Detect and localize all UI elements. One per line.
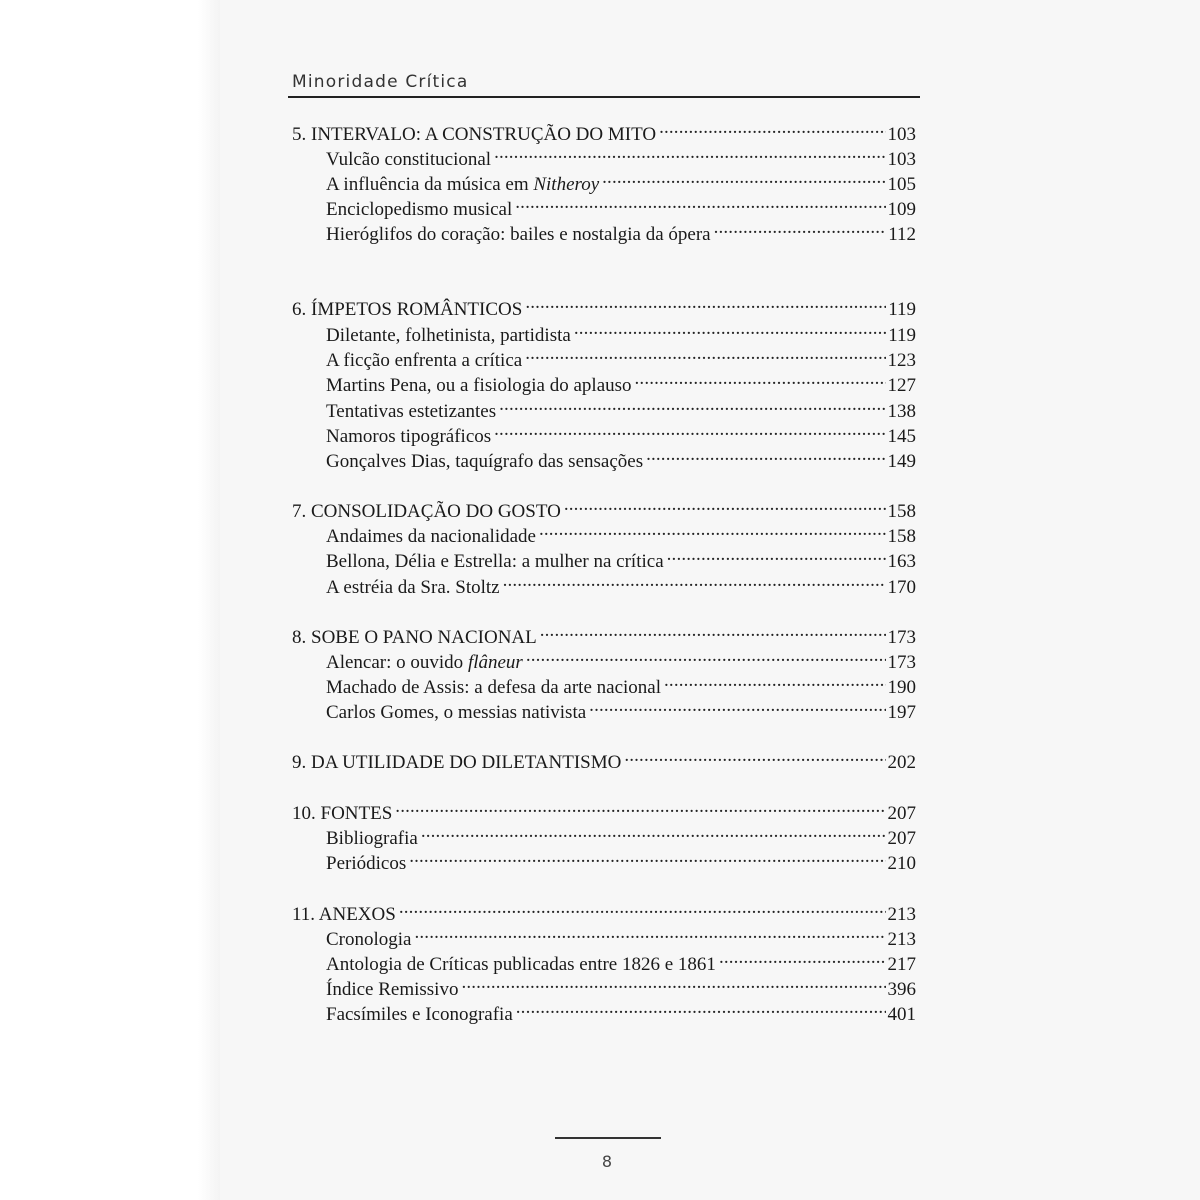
toc-section[interactable]	[326, 694, 916, 725]
toc-section[interactable]	[326, 443, 916, 474]
toc-entry-title: Antologia de Críticas publicadas entre 1826 e 1861	[326, 954, 716, 975]
toc-page-number: 210	[887, 853, 916, 874]
dot-leader	[461, 971, 885, 995]
footer-rule	[555, 1137, 661, 1139]
toc-page-number: 119	[888, 325, 916, 346]
dot-leader	[395, 795, 885, 819]
toc-page-number: 170	[887, 577, 916, 598]
toc-page-number: 190	[887, 677, 916, 698]
toc-page-number: 197	[887, 702, 916, 723]
dot-leader	[667, 543, 886, 567]
toc-page-number: 207	[887, 828, 916, 849]
toc-section[interactable]	[326, 569, 916, 600]
toc-page-number: 158	[887, 501, 916, 522]
toc-entry-title: Tentativas estetizantes	[326, 401, 497, 422]
toc-page-number: 213	[887, 904, 916, 925]
toc-page-number: 103	[887, 124, 916, 145]
dot-leader	[659, 116, 885, 140]
toc-section[interactable]	[326, 216, 916, 247]
dot-leader	[719, 946, 886, 970]
toc-entry-italic: Nitheroy	[533, 174, 600, 195]
dot-leader	[494, 141, 885, 165]
toc-page-number: 401	[887, 1004, 916, 1025]
toc-chapter-9[interactable]	[292, 744, 916, 775]
dot-leader	[540, 619, 886, 643]
dot-leader	[526, 644, 886, 668]
toc-page-number: 119	[888, 299, 916, 320]
page-margin	[0, 0, 220, 1200]
dot-leader	[503, 569, 886, 593]
dot-leader	[564, 493, 886, 517]
toc-page-number: 202	[887, 752, 916, 773]
dot-leader	[515, 191, 885, 215]
toc-entry-title: 7. CONSOLIDAÇÃO DO GOSTO	[292, 501, 561, 522]
toc-page-number: 149	[887, 451, 916, 472]
toc-page-number: 138	[887, 401, 916, 422]
dot-leader	[635, 367, 886, 391]
toc-entry-title: Enciclopedismo musical	[326, 199, 513, 220]
toc-entry-title: 10. FONTES	[292, 803, 393, 824]
toc-entry-title: 8. SOBE O PANO NACIONAL	[292, 627, 537, 648]
toc-page-number: 173	[887, 627, 916, 648]
dot-leader	[589, 694, 885, 718]
toc-page-number: 145	[887, 426, 916, 447]
toc-page-number: 103	[887, 149, 916, 170]
toc-entry-title: Vulcão constitucional	[326, 149, 492, 170]
toc-entry-title: A ficção enfrenta a crítica	[326, 350, 523, 371]
toc-entry-title: 11. ANEXOS	[292, 904, 396, 925]
toc-entry-title: Facsímiles e Iconografia	[326, 1004, 513, 1025]
toc-entry-title: Índice Remissivo	[326, 979, 459, 1000]
toc-entry-title: A estréia da Sra. Stoltz	[326, 577, 500, 598]
toc-entry-title: Cronologia	[326, 929, 412, 950]
toc-entry-title: Bibliografia	[326, 828, 418, 849]
toc-entry-title: 9. DA UTILIDADE DO DILETANTISMO	[292, 752, 622, 773]
dot-leader	[421, 820, 886, 844]
dot-leader	[409, 845, 885, 869]
page-number: 8	[601, 1152, 613, 1171]
dot-leader	[539, 518, 886, 542]
dot-leader	[494, 418, 885, 442]
toc-page-number: 217	[887, 954, 916, 975]
toc-page-number: 163	[887, 551, 916, 572]
dot-leader	[602, 166, 885, 190]
toc-entry-title: Martins Pena, ou a fisiologia do aplauso	[326, 375, 632, 396]
dot-leader	[525, 291, 886, 315]
toc-section[interactable]	[326, 996, 916, 1027]
toc-entry-title: Diletante, folhetinista, partidista	[326, 325, 571, 346]
dot-leader	[525, 342, 885, 366]
toc-page-number: 207	[887, 803, 916, 824]
toc-page-number: 213	[887, 929, 916, 950]
dot-leader	[624, 744, 885, 768]
toc-page-number: 127	[887, 375, 916, 396]
toc-page-number: 105	[887, 174, 916, 195]
toc-entry-italic: flâneur	[467, 652, 523, 673]
dot-leader	[664, 669, 885, 693]
toc-entry-title: 5. INTERVALO: A CONSTRUÇÃO DO MITO	[292, 124, 657, 145]
toc-entry-title: Gonçalves Dias, taquígrafo das sensações	[326, 451, 644, 472]
dot-leader	[714, 216, 887, 240]
toc-page-number: 109	[887, 199, 916, 220]
toc-page-number: 123	[887, 350, 916, 371]
dot-leader	[516, 996, 886, 1020]
dot-leader	[499, 393, 885, 417]
toc-entry-title: Carlos Gomes, o messias nativista	[326, 702, 587, 723]
toc-entry-title: Andaimes da nacionalidade	[326, 526, 536, 547]
toc-entry-title: Periódicos	[326, 853, 407, 874]
dot-leader	[399, 896, 886, 920]
header-rule	[288, 96, 920, 98]
dot-leader	[415, 921, 886, 945]
toc-page-number: 158	[887, 526, 916, 547]
toc-section[interactable]	[326, 845, 916, 876]
running-head: Minoridade Crítica	[292, 72, 469, 92]
toc-page-number: 112	[888, 224, 916, 245]
toc-entry-title: Hieróglifos do coração: bailes e nostalgia da ópera	[326, 224, 711, 245]
toc-entry-title: 6. ÍMPETOS ROMÂNTICOS	[292, 299, 523, 320]
dot-leader	[574, 317, 886, 341]
toc-page-number: 396	[887, 979, 916, 1000]
dot-leader	[646, 443, 885, 467]
toc-entry-title: Namoros tipográficos	[326, 426, 492, 447]
toc-entry-title: Machado de Assis: a defesa da arte nacional	[326, 677, 662, 698]
toc-entry-prefix: Alencar: o ouvido	[326, 652, 468, 673]
toc-entry-prefix: A influência da música em	[326, 174, 534, 195]
toc-page-number: 173	[887, 652, 916, 673]
toc-entry-title: Bellona, Délia e Estrella: a mulher na crítica	[326, 551, 664, 572]
